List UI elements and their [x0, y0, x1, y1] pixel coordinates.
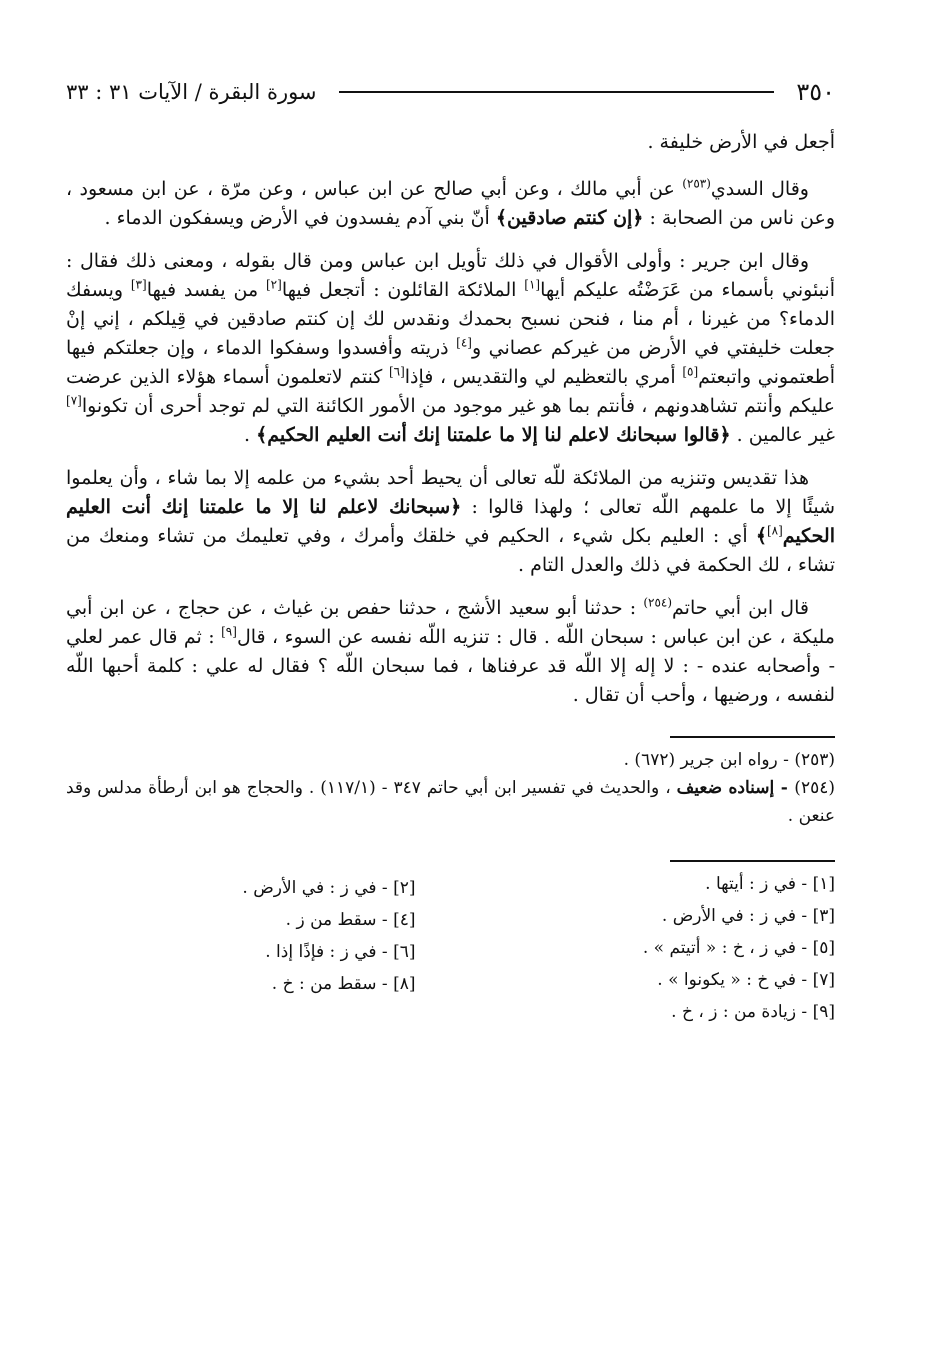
variant-note: [٧] - في خ : « يكونوا » . — [657, 970, 835, 990]
footnote-number: (٢٥٣) — [794, 750, 835, 770]
paragraph-4 — [66, 594, 835, 710]
paragraph-text: وقال السدي — [710, 178, 809, 200]
variants-spacer — [66, 844, 416, 872]
footnote-ref-254[interactable]: (٢٥٤) — [643, 595, 673, 610]
paragraph-0 — [66, 128, 835, 157]
page-header — [66, 72, 835, 112]
variant-note: [٨] - سقط من : خ . — [271, 974, 416, 994]
page — [66, 72, 835, 1028]
variant-note: [٥] - في ز ، خ : « أتيتم » . — [642, 938, 835, 958]
paragraph-1 — [66, 175, 835, 233]
variant-ref-4[interactable]: [٤] — [456, 335, 472, 350]
paragraph-2 — [66, 247, 835, 450]
paragraph-3 — [66, 464, 835, 580]
variants-column-left — [66, 844, 486, 1028]
paragraph-text: . — [244, 424, 257, 446]
quran-quote: ﴿قالوا سبحانك لاعلم لنا إلا ما علمتنا إنك أنت العليم الحكيم﴾ — [256, 424, 731, 446]
variant-note: [٣] - في ز : في الأرض . — [661, 906, 835, 926]
paragraph-text: : ثم قال عمر لعلي - وأصحابه عنده - : لا إله إلا اللّه قد عرفناها ، فما سبحان اللّه ؟ فقال له علي : كلمة أحبها اللّه لنفسه ، ورضيها ، وأحب أن تقال . — [66, 626, 835, 706]
variants-separator — [670, 860, 835, 862]
quran-quote: ﴿إن كنتم صادقين﴾ — [495, 207, 644, 229]
footnote-separator — [670, 736, 835, 738]
footnote-text: ، والحديث في تفسير ابن أبي حاتم ٣٤٧ - (١١٧/١) . والحجاج هو ابن أرطأة مدلس وقد عنعن . — [66, 778, 835, 826]
page-number: ٣٥٠ — [796, 78, 835, 106]
paragraph-text: : حدثنا أبو سعيد الأشج ، حدثنا حفص بن غياث ، عن حجاج ، عن ابن أبي مليكة ، عن ابن عباس : سبحان اللّه . قال : تنزيه اللّه نفسه عن السوء ، قال — [66, 597, 835, 648]
paragraph-text: كنتم لاتعلمون أسماء هؤلاء الذين عرضت عليكم وأنتم تشاهدونهم ، فأنتم بما هو غير موجود من الأمور الكائنة التي لم توجد أحرى أن تكونوا — [66, 366, 835, 417]
variant-ref-1[interactable]: [١] — [524, 277, 541, 292]
variant-ref-8[interactable]: [٨] — [766, 523, 783, 538]
paragraph-text: من يفسد فيها — [146, 279, 266, 301]
paragraph-text: قال ابن أبي حاتم — [672, 597, 809, 619]
footnote-253 — [66, 746, 835, 774]
variant-note: [٩] - زيادة من : ز ، خ . — [671, 1002, 835, 1022]
paragraph-text: غير عالمين . — [730, 424, 835, 446]
quran-quote: ﴿سبحانك لاعلم لنا إلا ما علمتنا إنك أنت العليم الحكيم — [66, 496, 835, 547]
variant-note: [٦] - في ز : فإذًا إذا . — [265, 942, 416, 962]
footnote-254 — [66, 774, 835, 830]
quran-bracket: ﴾ — [755, 525, 767, 547]
running-title: سورة البقرة / الآيات ٣١ : ٣٣ — [66, 80, 317, 104]
variant-note: [٤] - سقط من ز . — [285, 910, 416, 930]
paragraph-text: أي : العليم بكل شيء ، الحكيم في خلقك وأمرك ، وفي تعليمك من تشاء ومنعك من تشاء ، لك الحكمة في ذلك والعدل التام . — [66, 525, 835, 576]
variant-note: [١] - في ز : أيتها . — [705, 874, 835, 894]
paragraph-text: الملائكة القائلون : أتجعل فيها — [281, 279, 525, 301]
variant-ref-5[interactable]: [٥] — [682, 364, 699, 379]
footnote-text: - رواه ابن جرير (٦٧٢) . — [623, 750, 795, 770]
variant-ref-3[interactable]: [٣] — [130, 277, 147, 292]
paragraph-text: أنّ بني آدم يفسدون في الأرض ويسفكون الدماء . — [104, 207, 496, 229]
footnote-number: (٢٥٤) — [794, 778, 835, 798]
footnote-grading: - إسناده ضعيف — [676, 778, 795, 798]
variant-ref-7[interactable]: [٧] — [66, 393, 82, 408]
paragraph-text: ذريته وأفسدوا وسفكوا الدماء ، وإن جعلتكم فيها أطعتموني واتبعتم — [66, 337, 835, 388]
paragraph-text: عن أبي مالك ، وعن أبي صالح عن ابن عباس ، وعن مرّة ، عن ابن مسعود ، وعن ناس من الصحابة : — [66, 178, 835, 229]
paragraph-text: ويسفك الدماء؟ من غيرنا ، أم منا ، فنحن نسبح بحمدك ونقدس لك إن كنتم صادقين في قِيلكم ، إني إنْ جعلت خليفتي في الأرض من غيركم عصاني و — [66, 279, 835, 359]
variant-ref-2[interactable]: [٢] — [265, 277, 282, 292]
header-rule — [339, 91, 775, 93]
manuscript-variants — [66, 844, 835, 1028]
paragraph-text: أجعل في الأرض خليفة . — [647, 131, 835, 153]
paragraph-text: وقال ابن جرير : وأولى الأقوال في ذلك تأويل ابن عباس ومن قال بقوله ، ومعنى ذلك فقال : أنبئوني بأسماء من عَرَضْتُه عليكم أيها — [66, 250, 835, 301]
paragraph-text: أمري بالتعظيم لي والتقديس ، فإذا — [404, 366, 683, 388]
variant-note: [٢] - في ز : في الأرض . — [242, 878, 416, 898]
variants-column-right — [486, 844, 836, 1028]
paragraph-text: هذا تقديس وتنزيه من الملائكة للّه تعالى أن يحيط أحد بشيء من علمه إلا بما شاء ، وأن يعلموا شيئًا إلا ما علمهم اللّه تعالى ؛ ولهذا قالوا : — [66, 467, 835, 518]
variant-ref-9[interactable]: [٩] — [221, 624, 237, 639]
footnote-ref-253[interactable]: (٢٥٣) — [682, 176, 711, 191]
variant-ref-6[interactable]: [٦] — [388, 364, 405, 379]
